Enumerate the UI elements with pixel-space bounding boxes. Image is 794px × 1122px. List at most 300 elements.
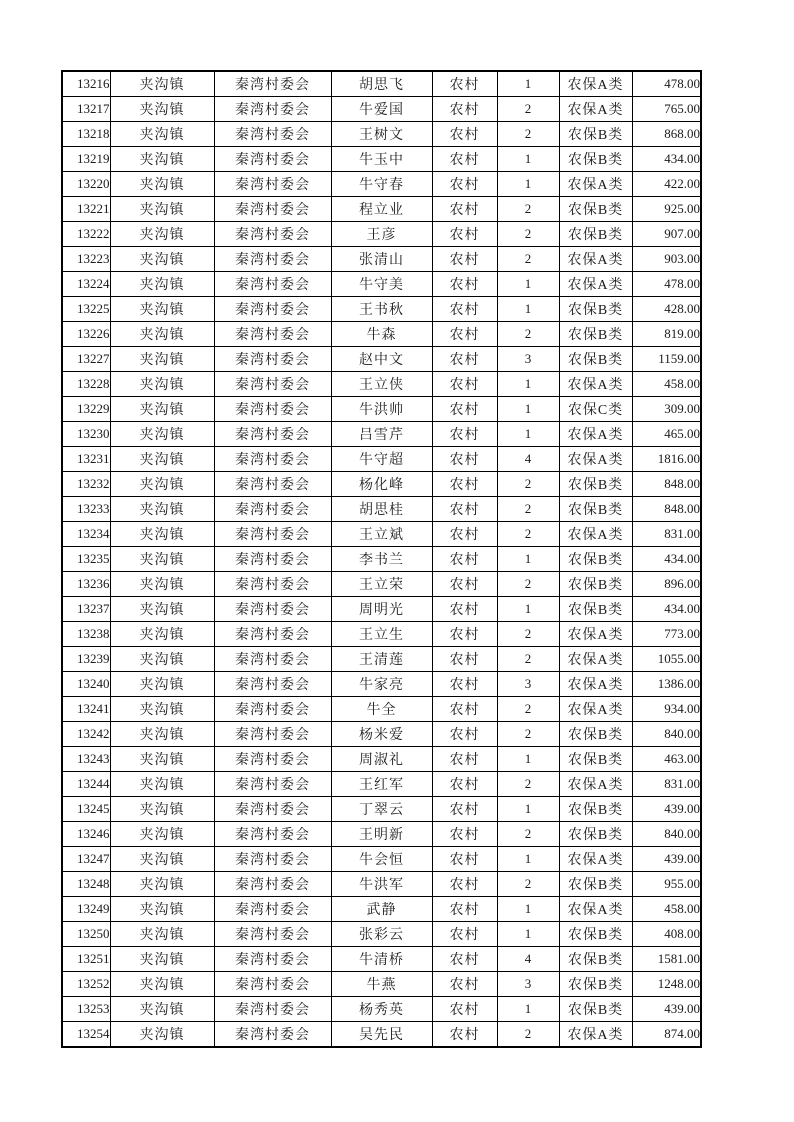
cell-town: 夹沟镇 [110, 647, 214, 672]
table-row [62, 372, 701, 397]
cell-insurance-category: 农保A类 [559, 672, 632, 697]
cell-amount: 925.00 [632, 197, 701, 222]
table-row [62, 447, 701, 472]
cell-residence-type: 农村 [432, 522, 497, 547]
cell-town: 夹沟镇 [110, 147, 214, 172]
cell-residence-type: 农村 [432, 547, 497, 572]
cell-person-name: 李书兰 [331, 547, 432, 572]
cell-insurance-category: 农保B类 [559, 922, 632, 947]
cell-person-count: 1 [497, 847, 559, 872]
cell-insurance-category: 农保B类 [559, 947, 632, 972]
cell-person-count: 2 [497, 247, 559, 272]
cell-village: 秦湾村委会 [214, 422, 331, 447]
cell-amount: 896.00 [632, 572, 701, 597]
cell-town: 夹沟镇 [110, 672, 214, 697]
cell-row-id: 13251 [62, 947, 110, 972]
cell-person-count: 1 [497, 547, 559, 572]
cell-village: 秦湾村委会 [214, 472, 331, 497]
cell-row-id: 13216 [62, 71, 110, 97]
cell-person-count: 1 [497, 422, 559, 447]
table-row [62, 622, 701, 647]
cell-town: 夹沟镇 [110, 947, 214, 972]
cell-person-name: 牛洪帅 [331, 397, 432, 422]
table-row [62, 71, 701, 97]
table-row [62, 722, 701, 747]
cell-residence-type: 农村 [432, 97, 497, 122]
cell-village: 秦湾村委会 [214, 547, 331, 572]
cell-town: 夹沟镇 [110, 197, 214, 222]
cell-person-count: 4 [497, 447, 559, 472]
cell-person-count: 2 [497, 722, 559, 747]
cell-village: 秦湾村委会 [214, 922, 331, 947]
cell-residence-type: 农村 [432, 672, 497, 697]
cell-amount: 773.00 [632, 622, 701, 647]
table-row [62, 822, 701, 847]
cell-residence-type: 农村 [432, 822, 497, 847]
table-row [62, 747, 701, 772]
table-row [62, 297, 701, 322]
cell-row-id: 13237 [62, 597, 110, 622]
cell-row-id: 13242 [62, 722, 110, 747]
cell-person-name: 牛守美 [331, 272, 432, 297]
cell-row-id: 13252 [62, 972, 110, 997]
cell-village: 秦湾村委会 [214, 622, 331, 647]
cell-person-count: 2 [497, 197, 559, 222]
cell-person-name: 杨化峰 [331, 472, 432, 497]
table-row [62, 997, 701, 1022]
cell-town: 夹沟镇 [110, 897, 214, 922]
cell-town: 夹沟镇 [110, 772, 214, 797]
cell-town: 夹沟镇 [110, 172, 214, 197]
cell-insurance-category: 农保A类 [559, 372, 632, 397]
table-row [62, 797, 701, 822]
cell-town: 夹沟镇 [110, 522, 214, 547]
cell-town: 夹沟镇 [110, 497, 214, 522]
cell-amount: 848.00 [632, 497, 701, 522]
cell-village: 秦湾村委会 [214, 272, 331, 297]
cell-row-id: 13227 [62, 347, 110, 372]
cell-town: 夹沟镇 [110, 972, 214, 997]
cell-town: 夹沟镇 [110, 97, 214, 122]
table-row [62, 272, 701, 297]
cell-amount: 463.00 [632, 747, 701, 772]
cell-town: 夹沟镇 [110, 347, 214, 372]
cell-town: 夹沟镇 [110, 422, 214, 447]
cell-person-count: 1 [497, 397, 559, 422]
cell-village: 秦湾村委会 [214, 647, 331, 672]
cell-person-name: 杨秀英 [331, 997, 432, 1022]
cell-row-id: 13238 [62, 622, 110, 647]
cell-residence-type: 农村 [432, 647, 497, 672]
cell-person-name: 牛守超 [331, 447, 432, 472]
table-row [62, 697, 701, 722]
cell-insurance-category: 农保B类 [559, 597, 632, 622]
cell-amount: 465.00 [632, 422, 701, 447]
table-row [62, 247, 701, 272]
cell-residence-type: 农村 [432, 222, 497, 247]
table-row [62, 772, 701, 797]
cell-amount: 1248.00 [632, 972, 701, 997]
cell-village: 秦湾村委会 [214, 322, 331, 347]
cell-residence-type: 农村 [432, 122, 497, 147]
cell-residence-type: 农村 [432, 847, 497, 872]
cell-residence-type: 农村 [432, 947, 497, 972]
cell-village: 秦湾村委会 [214, 297, 331, 322]
cell-town: 夹沟镇 [110, 922, 214, 947]
cell-person-name: 牛爱国 [331, 97, 432, 122]
cell-person-count: 1 [497, 797, 559, 822]
table-row [62, 397, 701, 422]
cell-village: 秦湾村委会 [214, 872, 331, 897]
cell-insurance-category: 农保B类 [559, 572, 632, 597]
cell-person-count: 1 [497, 71, 559, 97]
cell-amount: 439.00 [632, 797, 701, 822]
cell-person-name: 武静 [331, 897, 432, 922]
cell-row-id: 13254 [62, 1022, 110, 1048]
cell-person-name: 王书秋 [331, 297, 432, 322]
cell-person-name: 王红军 [331, 772, 432, 797]
cell-town: 夹沟镇 [110, 397, 214, 422]
cell-row-id: 13223 [62, 247, 110, 272]
cell-town: 夹沟镇 [110, 622, 214, 647]
cell-person-name: 丁翠云 [331, 797, 432, 822]
cell-row-id: 13229 [62, 397, 110, 422]
cell-residence-type: 农村 [432, 697, 497, 722]
cell-village: 秦湾村委会 [214, 397, 331, 422]
cell-village: 秦湾村委会 [214, 572, 331, 597]
cell-row-id: 13249 [62, 897, 110, 922]
cell-insurance-category: 农保B类 [559, 122, 632, 147]
cell-village: 秦湾村委会 [214, 722, 331, 747]
cell-insurance-category: 农保A类 [559, 1022, 632, 1048]
cell-village: 秦湾村委会 [214, 747, 331, 772]
cell-person-name: 周淑礼 [331, 747, 432, 772]
cell-person-name: 赵中文 [331, 347, 432, 372]
cell-residence-type: 农村 [432, 597, 497, 622]
cell-person-name: 牛会恒 [331, 847, 432, 872]
cell-person-count: 2 [497, 622, 559, 647]
cell-town: 夹沟镇 [110, 797, 214, 822]
cell-amount: 840.00 [632, 822, 701, 847]
cell-town: 夹沟镇 [110, 472, 214, 497]
cell-row-id: 13244 [62, 772, 110, 797]
cell-insurance-category: 农保A类 [559, 622, 632, 647]
cell-row-id: 13232 [62, 472, 110, 497]
cell-row-id: 13225 [62, 297, 110, 322]
cell-row-id: 13220 [62, 172, 110, 197]
cell-row-id: 13233 [62, 497, 110, 522]
cell-person-name: 周明光 [331, 597, 432, 622]
cell-village: 秦湾村委会 [214, 372, 331, 397]
cell-insurance-category: 农保B类 [559, 147, 632, 172]
cell-village: 秦湾村委会 [214, 947, 331, 972]
cell-amount: 848.00 [632, 472, 701, 497]
cell-amount: 1386.00 [632, 672, 701, 697]
cell-village: 秦湾村委会 [214, 497, 331, 522]
cell-town: 夹沟镇 [110, 597, 214, 622]
cell-village: 秦湾村委会 [214, 997, 331, 1022]
cell-amount: 439.00 [632, 847, 701, 872]
cell-insurance-category: 农保B类 [559, 297, 632, 322]
table-row [62, 922, 701, 947]
cell-amount: 874.00 [632, 1022, 701, 1048]
cell-person-count: 1 [497, 747, 559, 772]
cell-person-name: 王立荣 [331, 572, 432, 597]
cell-village: 秦湾村委会 [214, 972, 331, 997]
cell-village: 秦湾村委会 [214, 522, 331, 547]
cell-person-name: 王立侠 [331, 372, 432, 397]
cell-person-count: 2 [497, 772, 559, 797]
cell-person-count: 1 [497, 172, 559, 197]
cell-insurance-category: 农保A类 [559, 522, 632, 547]
table-row [62, 1022, 701, 1048]
table-row [62, 647, 701, 672]
cell-insurance-category: 农保A类 [559, 647, 632, 672]
cell-amount: 458.00 [632, 372, 701, 397]
cell-amount: 408.00 [632, 922, 701, 947]
cell-person-count: 2 [497, 322, 559, 347]
cell-town: 夹沟镇 [110, 697, 214, 722]
cell-amount: 934.00 [632, 697, 701, 722]
cell-insurance-category: 农保A类 [559, 71, 632, 97]
cell-person-name: 王立斌 [331, 522, 432, 547]
cell-residence-type: 农村 [432, 447, 497, 472]
cell-amount: 907.00 [632, 222, 701, 247]
cell-amount: 434.00 [632, 547, 701, 572]
cell-town: 夹沟镇 [110, 272, 214, 297]
cell-row-id: 13250 [62, 922, 110, 947]
cell-town: 夹沟镇 [110, 822, 214, 847]
cell-person-name: 牛洪军 [331, 872, 432, 897]
cell-insurance-category: 农保B类 [559, 547, 632, 572]
table-row [62, 422, 701, 447]
cell-person-name: 牛森 [331, 322, 432, 347]
cell-insurance-category: 农保B类 [559, 222, 632, 247]
cell-row-id: 13253 [62, 997, 110, 1022]
cell-insurance-category: 农保B类 [559, 322, 632, 347]
cell-person-name: 王树文 [331, 122, 432, 147]
table-row [62, 947, 701, 972]
cell-residence-type: 农村 [432, 372, 497, 397]
cell-residence-type: 农村 [432, 172, 497, 197]
table-row [62, 522, 701, 547]
cell-person-name: 王明新 [331, 822, 432, 847]
cell-person-count: 2 [497, 872, 559, 897]
cell-person-name: 牛清桥 [331, 947, 432, 972]
cell-residence-type: 农村 [432, 772, 497, 797]
cell-row-id: 13247 [62, 847, 110, 872]
cell-residence-type: 农村 [432, 297, 497, 322]
cell-residence-type: 农村 [432, 622, 497, 647]
table-row [62, 547, 701, 572]
cell-amount: 1055.00 [632, 647, 701, 672]
cell-insurance-category: 农保B类 [559, 472, 632, 497]
cell-village: 秦湾村委会 [214, 672, 331, 697]
cell-town: 夹沟镇 [110, 297, 214, 322]
cell-row-id: 13241 [62, 697, 110, 722]
cell-insurance-category: 农保A类 [559, 422, 632, 447]
cell-person-count: 3 [497, 347, 559, 372]
cell-insurance-category: 农保A类 [559, 697, 632, 722]
table-row [62, 322, 701, 347]
cell-town: 夹沟镇 [110, 1022, 214, 1048]
cell-person-name: 王清莲 [331, 647, 432, 672]
cell-row-id: 13231 [62, 447, 110, 472]
cell-village: 秦湾村委会 [214, 347, 331, 372]
cell-village: 秦湾村委会 [214, 197, 331, 222]
cell-residence-type: 农村 [432, 272, 497, 297]
table-row [62, 122, 701, 147]
cell-amount: 458.00 [632, 897, 701, 922]
cell-person-name: 胡思飞 [331, 71, 432, 97]
table-body [62, 71, 701, 1047]
cell-town: 夹沟镇 [110, 997, 214, 1022]
cell-residence-type: 农村 [432, 747, 497, 772]
cell-village: 秦湾村委会 [214, 172, 331, 197]
cell-residence-type: 农村 [432, 722, 497, 747]
cell-residence-type: 农村 [432, 347, 497, 372]
cell-person-count: 3 [497, 972, 559, 997]
cell-person-count: 1 [497, 922, 559, 947]
cell-amount: 422.00 [632, 172, 701, 197]
table-row [62, 172, 701, 197]
cell-residence-type: 农村 [432, 897, 497, 922]
cell-amount: 478.00 [632, 71, 701, 97]
cell-village: 秦湾村委会 [214, 97, 331, 122]
cell-row-id: 13246 [62, 822, 110, 847]
cell-village: 秦湾村委会 [214, 897, 331, 922]
cell-person-name: 牛燕 [331, 972, 432, 997]
cell-insurance-category: 农保B类 [559, 197, 632, 222]
cell-residence-type: 农村 [432, 497, 497, 522]
table-row [62, 97, 701, 122]
cell-village: 秦湾村委会 [214, 222, 331, 247]
cell-village: 秦湾村委会 [214, 847, 331, 872]
cell-insurance-category: 农保A类 [559, 247, 632, 272]
cell-row-id: 13219 [62, 147, 110, 172]
cell-insurance-category: 农保A类 [559, 897, 632, 922]
cell-person-count: 1 [497, 272, 559, 297]
cell-insurance-category: 农保A类 [559, 97, 632, 122]
cell-row-id: 13226 [62, 322, 110, 347]
cell-person-count: 2 [497, 497, 559, 522]
cell-amount: 868.00 [632, 122, 701, 147]
cell-person-count: 1 [497, 147, 559, 172]
cell-residence-type: 农村 [432, 997, 497, 1022]
table-row [62, 572, 701, 597]
cell-town: 夹沟镇 [110, 247, 214, 272]
table-row [62, 872, 701, 897]
cell-residence-type: 农村 [432, 797, 497, 822]
pension-roster-table [61, 70, 702, 1048]
cell-amount: 1816.00 [632, 447, 701, 472]
cell-insurance-category: 农保B类 [559, 797, 632, 822]
cell-row-id: 13240 [62, 672, 110, 697]
cell-row-id: 13221 [62, 197, 110, 222]
cell-insurance-category: 农保A类 [559, 847, 632, 872]
cell-person-count: 2 [497, 522, 559, 547]
cell-amount: 434.00 [632, 147, 701, 172]
cell-person-name: 胡思桂 [331, 497, 432, 522]
cell-town: 夹沟镇 [110, 372, 214, 397]
cell-person-count: 1 [497, 997, 559, 1022]
cell-insurance-category: 农保A类 [559, 447, 632, 472]
cell-row-id: 13236 [62, 572, 110, 597]
cell-amount: 765.00 [632, 97, 701, 122]
cell-town: 夹沟镇 [110, 222, 214, 247]
cell-row-id: 13248 [62, 872, 110, 897]
cell-row-id: 13222 [62, 222, 110, 247]
cell-amount: 309.00 [632, 397, 701, 422]
cell-village: 秦湾村委会 [214, 247, 331, 272]
cell-person-name: 杨米爱 [331, 722, 432, 747]
cell-insurance-category: 农保B类 [559, 722, 632, 747]
cell-village: 秦湾村委会 [214, 1022, 331, 1048]
cell-village: 秦湾村委会 [214, 772, 331, 797]
cell-person-name: 王彦 [331, 222, 432, 247]
cell-insurance-category: 农保B类 [559, 822, 632, 847]
table-row [62, 672, 701, 697]
cell-residence-type: 农村 [432, 147, 497, 172]
cell-person-count: 1 [497, 297, 559, 322]
cell-person-name: 吕雪芹 [331, 422, 432, 447]
cell-town: 夹沟镇 [110, 122, 214, 147]
cell-village: 秦湾村委会 [214, 697, 331, 722]
cell-insurance-category: 农保B类 [559, 872, 632, 897]
cell-row-id: 13224 [62, 272, 110, 297]
cell-row-id: 13243 [62, 747, 110, 772]
cell-insurance-category: 农保A类 [559, 172, 632, 197]
cell-village: 秦湾村委会 [214, 797, 331, 822]
cell-person-name: 牛全 [331, 697, 432, 722]
cell-person-count: 2 [497, 572, 559, 597]
table-row [62, 847, 701, 872]
cell-person-count: 2 [497, 1022, 559, 1048]
cell-town: 夹沟镇 [110, 71, 214, 97]
cell-amount: 903.00 [632, 247, 701, 272]
table-row [62, 597, 701, 622]
cell-person-count: 2 [497, 822, 559, 847]
cell-row-id: 13239 [62, 647, 110, 672]
cell-insurance-category: 农保A类 [559, 272, 632, 297]
cell-insurance-category: 农保B类 [559, 747, 632, 772]
table-row [62, 347, 701, 372]
cell-person-name: 牛玉中 [331, 147, 432, 172]
table-row [62, 147, 701, 172]
cell-town: 夹沟镇 [110, 847, 214, 872]
cell-residence-type: 农村 [432, 397, 497, 422]
cell-amount: 955.00 [632, 872, 701, 897]
cell-person-name: 吴先民 [331, 1022, 432, 1048]
cell-village: 秦湾村委会 [214, 447, 331, 472]
cell-amount: 840.00 [632, 722, 701, 747]
cell-person-count: 2 [497, 122, 559, 147]
cell-person-count: 3 [497, 672, 559, 697]
cell-person-name: 牛家亮 [331, 672, 432, 697]
cell-amount: 831.00 [632, 772, 701, 797]
table-row [62, 472, 701, 497]
cell-person-count: 2 [497, 97, 559, 122]
cell-row-id: 13245 [62, 797, 110, 822]
cell-village: 秦湾村委会 [214, 122, 331, 147]
cell-amount: 1159.00 [632, 347, 701, 372]
cell-village: 秦湾村委会 [214, 822, 331, 847]
cell-person-count: 2 [497, 472, 559, 497]
cell-town: 夹沟镇 [110, 572, 214, 597]
cell-amount: 819.00 [632, 322, 701, 347]
cell-residence-type: 农村 [432, 1022, 497, 1048]
cell-person-name: 程立业 [331, 197, 432, 222]
